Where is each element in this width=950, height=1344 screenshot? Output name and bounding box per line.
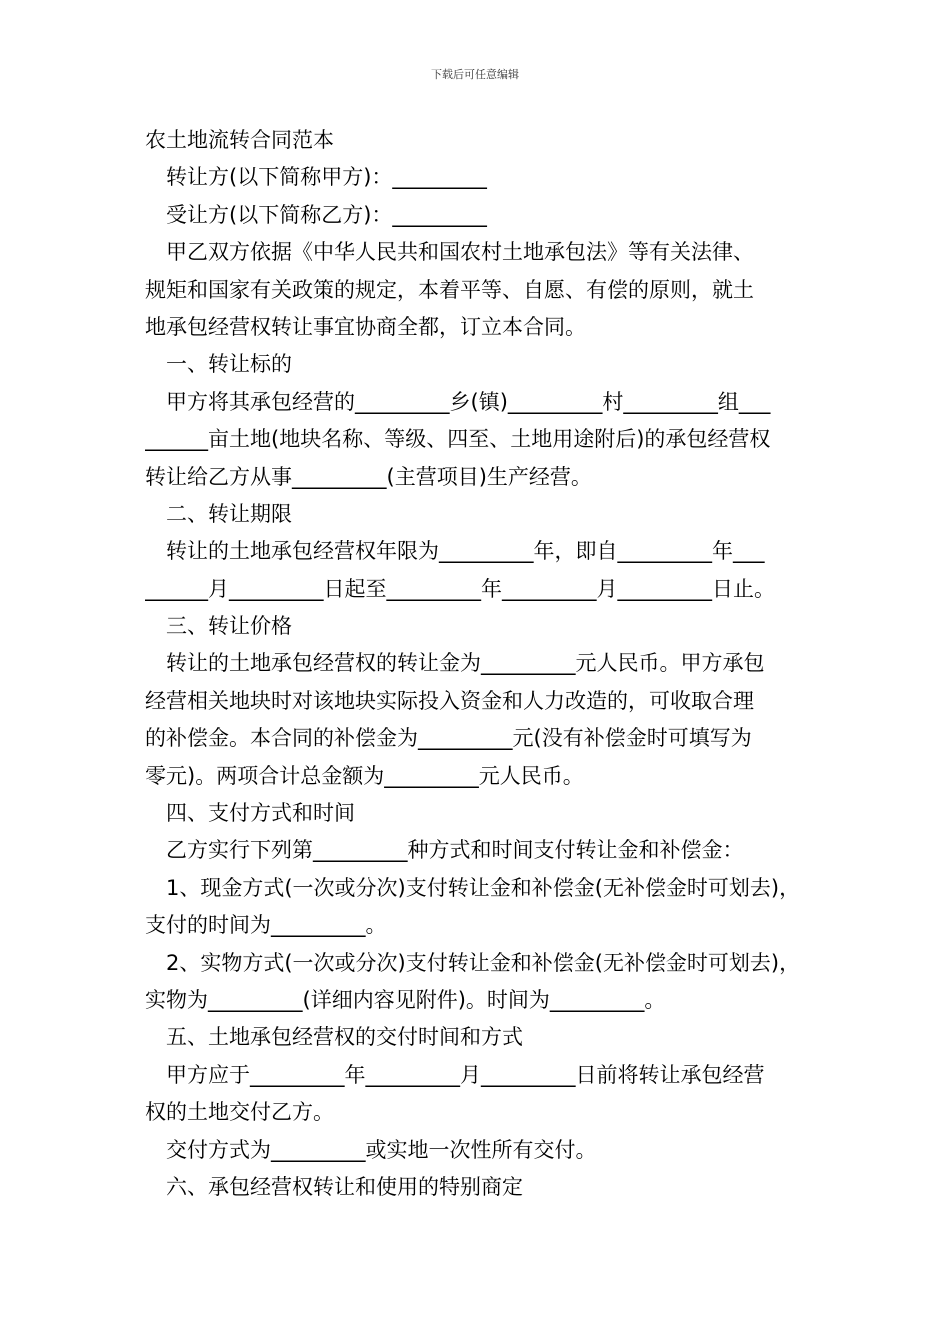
preamble-line-1: 甲乙双方依据《中华人民共和国农村土地承包法》等有关法律、 (166, 240, 754, 265)
section-3-line-3: 的补偿金。本合同的补偿金为_________元(没有补偿金时可填写为 (145, 726, 752, 751)
section-5-line-3: 交付方式为_________或实地一次性所有交付。 (166, 1137, 597, 1162)
section-2-line-2: ______月_________日起至_________年_________月_________日止。 (145, 576, 775, 601)
section-3-line-1: 转让的土地承包经营权的转让金为_________元人民币。甲方承包 (166, 651, 765, 676)
section-4-line-3: 支付的时间为_________。 (145, 913, 387, 938)
section-heading-1: 一、转让标的 (166, 352, 292, 377)
transferee-line: 受让方(以下简称乙方)：_________ (166, 202, 487, 227)
doc-title: 农土地流转合同范本 (145, 128, 334, 152)
section-heading-4: 四、支付方式和时间 (166, 801, 355, 826)
section-heading-5: 五、土地承包经营权的交付时间和方式 (166, 1025, 523, 1050)
section-4-line-2: 1、现金方式(一次或分次)支付转让金和补偿金(无补偿金时可划去)， (166, 875, 801, 900)
section-heading-6: 六、承包经营权转让和使用的特别商定 (166, 1174, 523, 1199)
section-heading-2: 二、转让期限 (166, 501, 292, 526)
section-1-line-3: 转让给乙方从事_________(主营项目)生产经营。 (145, 464, 592, 489)
transferor-line: 转让方(以下简称甲方)：_________ (166, 165, 487, 190)
section-5-line-1: 甲方应于_________年_________月_________日前将转让承包经营 (166, 1062, 765, 1087)
preamble-line-3: 地承包经营权转让事宜协商全都，订立本合同。 (145, 314, 586, 339)
section-1-line-2: ______亩土地(地块名称、等级、四至、土地用途附后)的承包经营权 (145, 427, 771, 452)
section-heading-3: 三、转让价格 (166, 614, 292, 639)
contract-body (145, 122, 810, 1206)
section-2-line-1: 转让的土地承包经营权年限为_________年，即自_________年___ (166, 539, 765, 564)
section-1-line-1: 甲方将其承包经营的_________乡(镇)_________村_________组___ (166, 389, 771, 414)
section-3-line-2: 经营相关地块时对该地块实际投入资金和人力改造的，可收取合理 (145, 688, 754, 713)
section-5-line-2: 权的土地交付乙方。 (145, 1100, 334, 1125)
section-3-line-4: 零元)。两项合计总金额为_________元人民币。 (145, 763, 584, 788)
preamble-line-2: 规矩和国家有关政策的规定，本着平等、自愿、有偿的原则，就土 (145, 277, 754, 302)
page-header: 下载后可任意编辑 (431, 68, 519, 81)
section-4-line-5: 实物为_________(详细内容见附件)。时间为_________。 (145, 987, 666, 1012)
section-4-line-1: 乙方实行下列第_________种方式和时间支付转让金和补偿金： (166, 838, 744, 863)
section-4-line-4: 2、实物方式(一次或分次)支付转让金和补偿金(无补偿金时可划去)， (166, 950, 801, 975)
